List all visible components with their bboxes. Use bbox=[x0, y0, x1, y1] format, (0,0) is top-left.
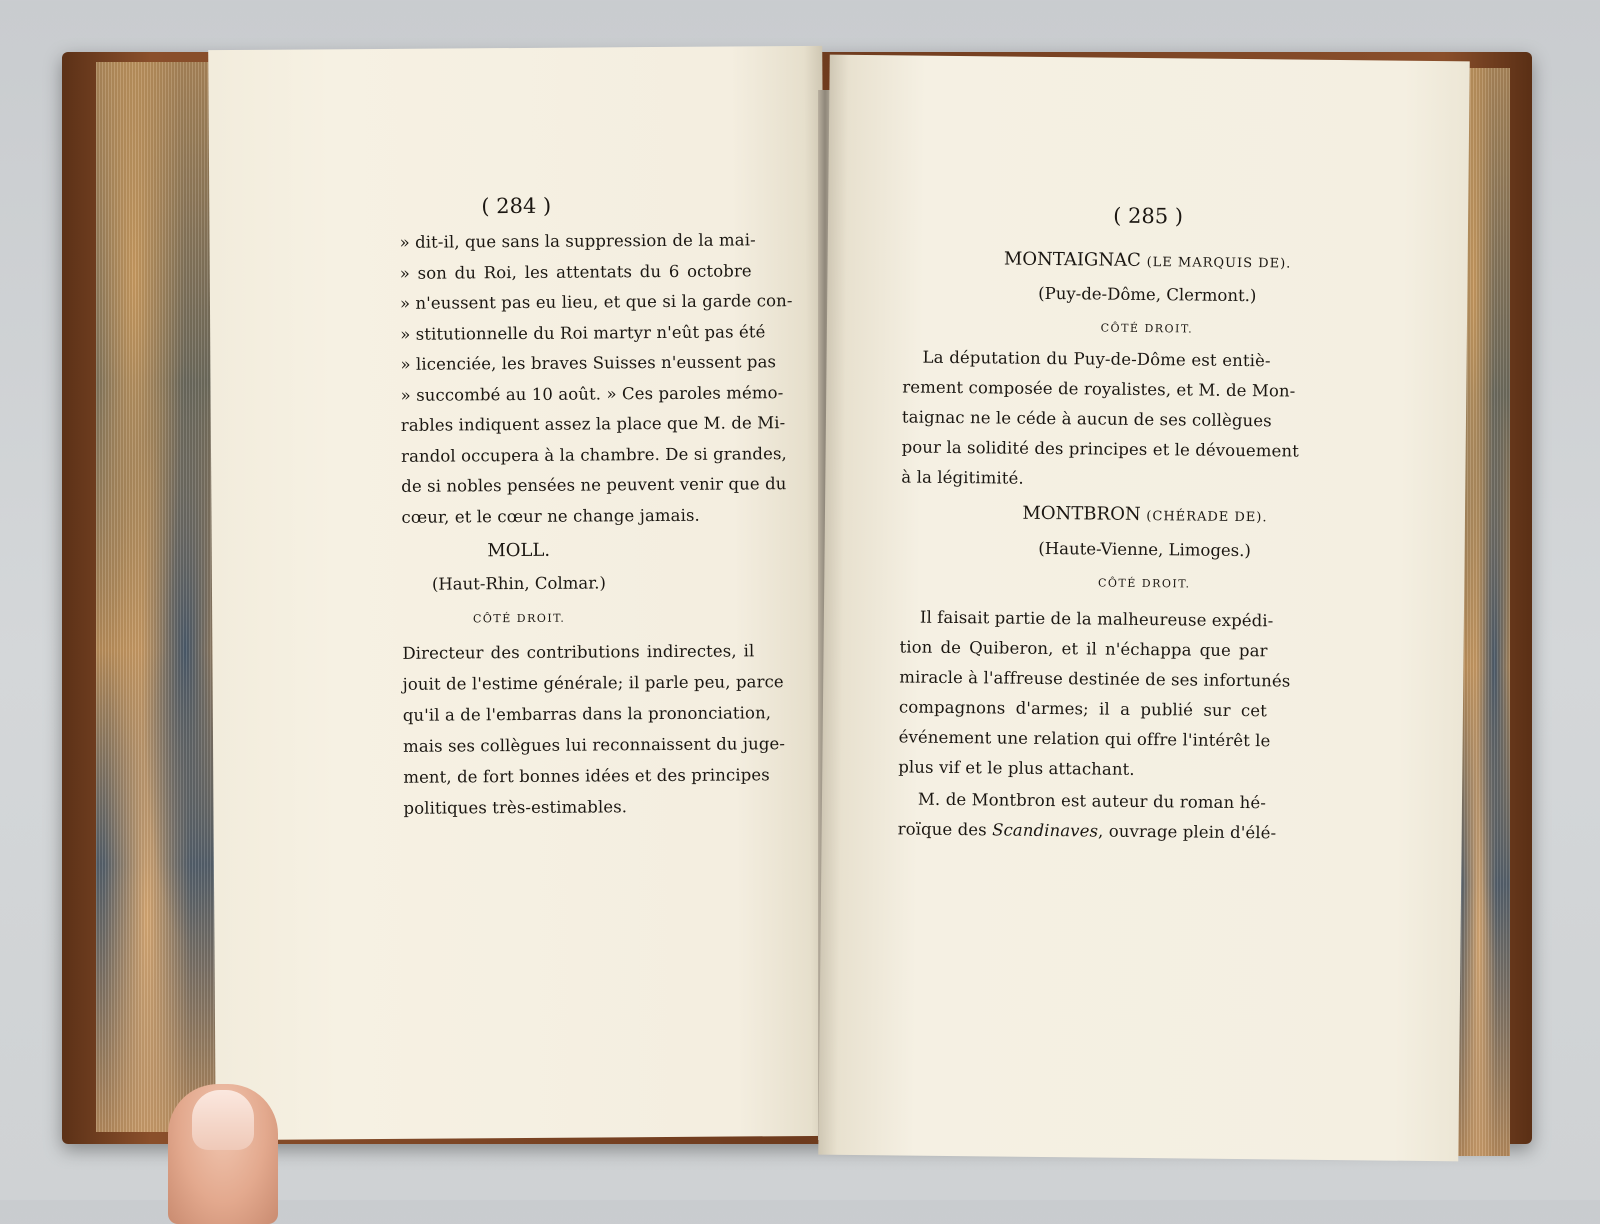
text-line: M. de Montbron est auteur du roman hé- bbox=[917, 789, 1267, 813]
page-number-285: ( 285 ) bbox=[1113, 203, 1184, 229]
entry-name-montaignac bbox=[828, 247, 1468, 275]
text-line: rement composée de royalistes, et M. de Mon- bbox=[902, 377, 1296, 401]
text-line: randol occupera à la chambre. De si grandes, bbox=[400, 444, 787, 466]
text-line: tion de Quiberon, et il n'échappa que par bbox=[899, 637, 1268, 661]
text-line: La députation du Puy-de-Dôme est entiè- bbox=[922, 347, 1271, 371]
right-page bbox=[818, 55, 1469, 1162]
text-line: à la légitimité. bbox=[901, 467, 1024, 488]
entry-name-suffix: (CHÉRADE DE). bbox=[1146, 509, 1268, 526]
entry-name-moll: MOLL. bbox=[487, 539, 551, 562]
text-line: » dit-il, que sans la suppression de la mai- bbox=[399, 230, 756, 252]
text-line: rables indiquent assez la place que M. de Mi- bbox=[400, 413, 786, 435]
entry-department: (Puy-de-Dôme, Clermont.) bbox=[1038, 283, 1257, 306]
text-line: plus vif et le plus attachant. bbox=[898, 757, 1135, 779]
text-line: » licenciée, les braves Suisses n'eussent pas bbox=[400, 352, 777, 374]
text-line: de si nobles pensées ne peuvent venir que du bbox=[401, 474, 787, 496]
marbled-page-edge-left bbox=[96, 62, 224, 1132]
text-fragment: roïque des bbox=[897, 819, 987, 840]
text-line: pour la solidité des principes et le dévouement bbox=[901, 437, 1300, 461]
text-line: » son du Roi, les attentats du 6 octobre bbox=[399, 261, 752, 283]
entry-department: (Haute-Vienne, Limoges.) bbox=[1038, 538, 1251, 561]
text-fragment: , ouvrage plein d'élé- bbox=[1097, 821, 1277, 843]
text-line: mais ses collègues lui reconnaissent du juge- bbox=[403, 734, 786, 756]
entry-name: MONTAIGNAC bbox=[1003, 248, 1141, 271]
text-line: Il faisait partie de la malheureuse expédi- bbox=[919, 607, 1274, 631]
text-line: Directeur des contributions indirectes, il bbox=[402, 641, 755, 663]
text-line: cœur, et le cœur ne change jamais. bbox=[401, 505, 700, 527]
entry-name-montbron bbox=[825, 501, 1465, 529]
entry-side: CÔTÉ DROIT. bbox=[472, 611, 566, 626]
text-line: » stitutionnelle du Roi martyr n'eût pas été bbox=[400, 322, 766, 344]
text-line: taignac ne le céde à aucun de ses collègues bbox=[901, 407, 1272, 431]
text-line bbox=[897, 819, 1277, 843]
italic-title: Scandinaves bbox=[992, 820, 1099, 841]
entry-name-suffix: (LE MARQUIS DE). bbox=[1146, 255, 1292, 272]
text-line: » succombé au 10 août. » Ces paroles mémo- bbox=[400, 383, 784, 405]
text-line: jouit de l'estime générale; il parle peu, parce bbox=[402, 672, 784, 694]
page-number-284: ( 284 ) bbox=[481, 193, 552, 219]
text-line: miracle à l'affreuse destinée de ses infortunés bbox=[899, 667, 1291, 691]
text-line: qu'il a de l'embarras dans la prononciation, bbox=[402, 703, 772, 725]
left-page bbox=[208, 46, 830, 1140]
entry-side: CÔTÉ DROIT. bbox=[1100, 321, 1194, 336]
entry-side: CÔTÉ DROIT. bbox=[1097, 576, 1191, 591]
text-line: ment, de fort bonnes idées et des principes bbox=[403, 765, 770, 787]
text-line: compagnons d'armes; il a publié sur cet bbox=[898, 697, 1268, 721]
text-line: » n'eussent pas eu lieu, et que si la garde con- bbox=[399, 291, 793, 313]
text-line: politiques très-estimables. bbox=[403, 797, 628, 818]
entry-department: (Haut-Rhin, Colmar.) bbox=[431, 573, 606, 594]
entry-name: MONTBRON bbox=[1022, 502, 1141, 525]
text-line: événement une relation qui offre l'intérêt le bbox=[898, 727, 1271, 751]
thumbnail bbox=[192, 1090, 254, 1150]
